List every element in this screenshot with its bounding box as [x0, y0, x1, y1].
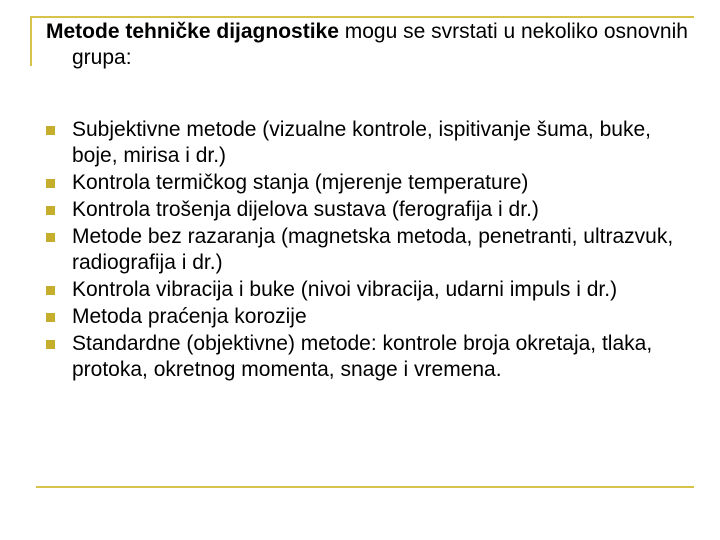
bullet-item-corrosion [46, 304, 676, 330]
frame-bottom-rule [36, 486, 694, 488]
square-bullet-icon [46, 126, 55, 135]
frame-top-rule [30, 16, 694, 18]
square-bullet-icon [46, 233, 55, 242]
bullet-item-subjective [46, 117, 676, 169]
square-bullet-icon [46, 313, 55, 322]
bullet-text: Subjektivne metode (vizualne kontrole, ispitivanje šuma, buke, boje, mirisa i dr.) [72, 118, 651, 167]
heading-rest-text: mogu se svrstati u nekoliko osnovnih grupa: [72, 20, 688, 69]
frame-left-rule [30, 16, 32, 66]
bullet-text: Standardne (objektivne) metode: kontrole broja okretaja, tlaka, protoka, okretnog momenta, snage i vremena. [72, 332, 653, 381]
bullet-item-vibration [46, 277, 676, 303]
bullet-text: Kontrola termičkog stanja (mjerenje temperature) [72, 171, 529, 194]
square-bullet-icon [46, 286, 55, 295]
bullet-text: Metoda praćenja korozije [72, 305, 307, 328]
bullet-text: Metode bez razaranja (magnetska metoda, penetranti, ultrazvuk, radiografija i dr.) [72, 225, 674, 274]
bullet-text: Kontrola vibracija i buke (nivoi vibracija, udarni impuls i dr.) [72, 278, 618, 301]
slide-heading [46, 19, 692, 71]
bullet-item-standard [46, 331, 676, 383]
bullet-item-thermal [46, 170, 676, 196]
square-bullet-icon [46, 206, 55, 215]
bullet-item-nondestructive [46, 224, 676, 276]
heading-bold-text: Metode tehničke dijagnostike [46, 20, 339, 43]
bullet-text: Kontrola trošenja dijelova sustava (ferografija i dr.) [72, 198, 539, 221]
square-bullet-icon [46, 340, 55, 349]
square-bullet-icon [46, 179, 55, 188]
bullet-list [46, 117, 676, 384]
bullet-item-wear [46, 197, 676, 223]
